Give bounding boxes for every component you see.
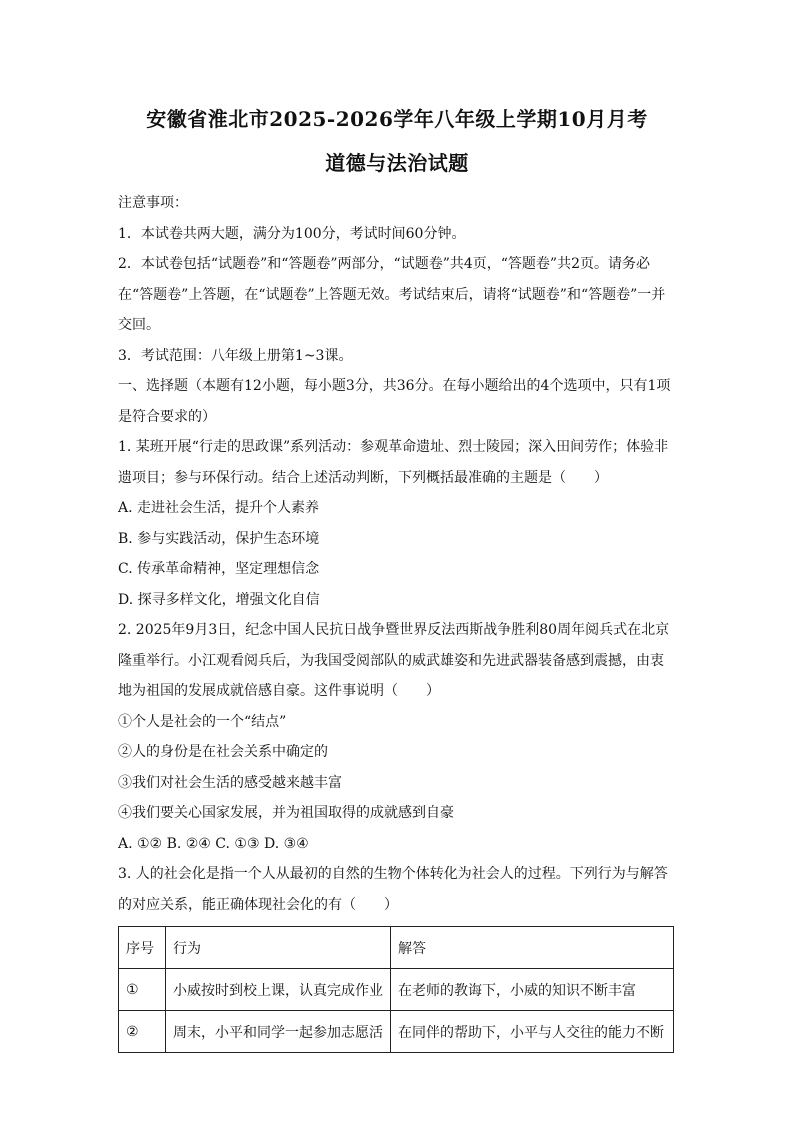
question-3 <box>118 859 676 1053</box>
question-2-statement-2: ②人的身份是在社会关系中确定的 <box>118 744 328 760</box>
question-3-table <box>118 926 674 1053</box>
question-2-options: A. ①② B. ②④ C. ①③ D. ③④ <box>118 835 309 852</box>
table-cell: 在老师的教诲下，小威的知识不断丰富 <box>391 969 674 1011</box>
table-cell: 小威按时到校上课，认真完成作业 <box>166 969 391 1011</box>
question-2-statement-1: ①个人是社会的一个“结点” <box>118 713 287 730</box>
question-2-statement-4: ④我们要关心国家发展，并为祖国取得的成就感到自豪 <box>118 805 454 821</box>
exam-title: 安徽省淮北市2025-2026学年八年级上学期10月月考 <box>146 107 648 131</box>
notice-heading: 注意事项： <box>118 195 188 211</box>
table-header-cell: 序号 <box>119 927 166 969</box>
question-2-stem: 2. 2025年9月3日，纪念中国人民抗日战争暨世界反法西斯战争胜利80周年阅兵式在北京隆重举行。小江观看阅兵后，为我国受阅部队的威武雄姿和先进武器装备感到震撼，由衷地为祖国的发展成就倍感自豪。这件事说明（ ） <box>118 622 670 699</box>
table-cell: ② <box>119 1011 166 1053</box>
exam-subtitle: 道德与法治试题 <box>325 151 469 175</box>
question-3-stem: 3. 人的社会化是指一个人从最初的自然的生物个体转化为社会人的过程。下列行为与解答的对应关系，能正确体现社会化的有（ ） <box>118 866 668 913</box>
table-header-row <box>119 927 674 969</box>
question-1-stem: 1. 某班开展“行走的思政课”系列活动：参观革命遗址、烈士陵园；深入田间劳作；体验非遗项目；参与环保行动。结合上述活动判断，下列概括最准确的主题是（ ） <box>118 439 669 486</box>
table-cell: 周末，小平和同学一起参加志愿活 <box>166 1011 391 1053</box>
table-header-cell: 行为 <box>166 927 391 969</box>
question-1-option-a: A. 走进社会生活，提升个人素养 <box>118 500 320 516</box>
notice-block <box>118 188 676 371</box>
section-heading: 一、选择题（本题有12小题，每小题3分，共36分。在每小题给出的4个选项中，只有1项是符合要求的） <box>118 378 671 425</box>
question-1-option-d: D. 探寻多样文化，增强文化自信 <box>118 591 320 608</box>
table-row <box>119 969 674 1011</box>
notice-item-3: 3．考试范围：八年级上册第1~3课。 <box>118 347 353 364</box>
table-cell: ① <box>119 969 166 1011</box>
notice-item-2: 2．本试卷包括“试题卷”和“答题卷”两部分，“试题卷”共4页，“答题卷”共2页。请务必在“答题卷”上答题，在“试题卷”上答题无效。考试结束后，请将“试题卷”和“答题卷”一并交回。 <box>118 256 666 333</box>
question-1 <box>118 432 676 615</box>
question-2-statement-3: ③我们对社会生活的感受越来越丰富 <box>118 774 342 791</box>
table-row <box>119 1011 674 1053</box>
notice-item-1: 1．本试卷共两大题，满分为100分，考试时间60分钟。 <box>118 225 466 242</box>
table-cell: 在同伴的帮助下，小平与人交往的能力不断 <box>391 1011 674 1053</box>
question-1-option-c: C. 传承革命精神，坚定理想信念 <box>118 561 320 577</box>
table-header-cell: 解答 <box>391 927 674 969</box>
question-1-option-b: B. 参与实践活动，保护生态环境 <box>118 530 320 547</box>
question-2 <box>118 615 676 859</box>
